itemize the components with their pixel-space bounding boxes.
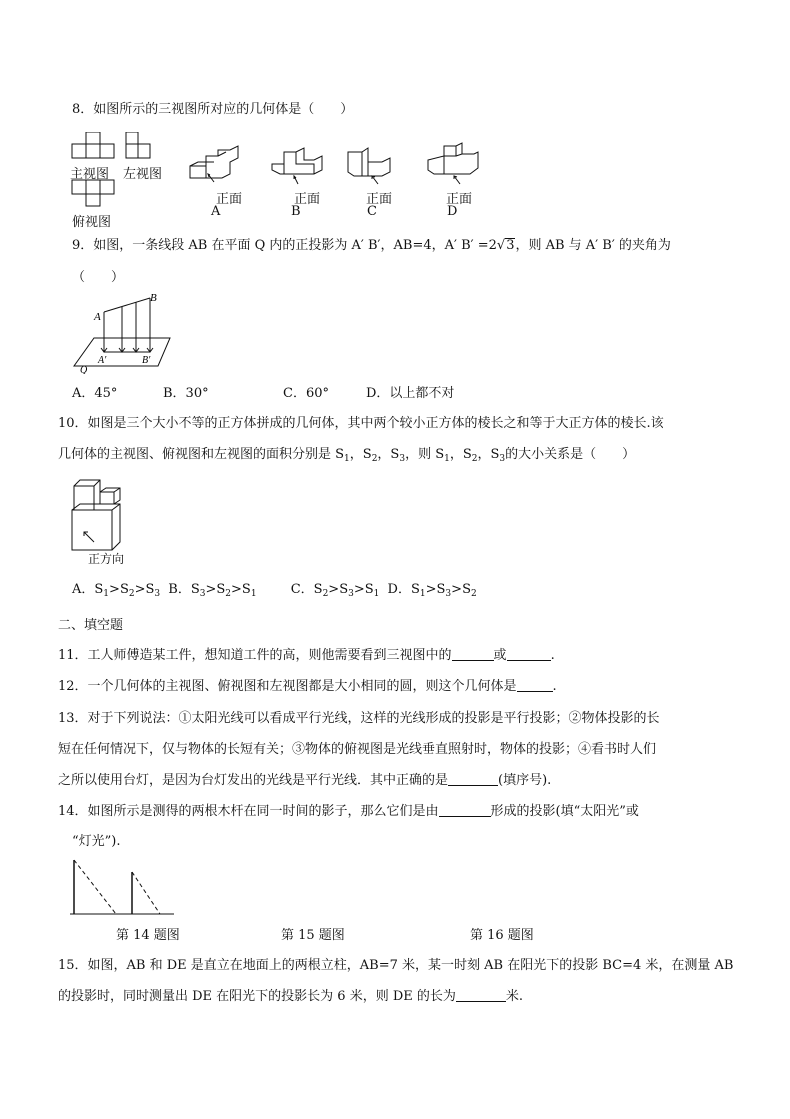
- q11-text-c: .: [550, 648, 555, 663]
- sub: 1: [103, 589, 110, 599]
- label-b: B: [150, 292, 157, 304]
- q9-sqrt-arg: 3: [506, 238, 515, 253]
- sub: 3: [348, 589, 354, 599]
- q9-option-c: C．60°: [283, 386, 329, 401]
- q9-option-a: A．45°: [72, 386, 118, 401]
- left-view-shape: [126, 132, 150, 158]
- q14-line1: [58, 802, 639, 822]
- s: S: [339, 582, 349, 597]
- q15-text-b: 米.: [505, 989, 524, 1004]
- q8-option-c-letter: C: [367, 204, 377, 219]
- label-q: Q: [80, 365, 88, 374]
- q8-option-d-figure: [424, 142, 484, 190]
- gt: >: [328, 582, 340, 597]
- q9-figure: [72, 290, 182, 374]
- q10-option-c-letter: C．: [290, 582, 314, 597]
- sub: 1: [419, 589, 426, 599]
- q10-text-g: 的大小关系是（ ）: [505, 447, 636, 462]
- q10-direction-label: 正方向: [88, 552, 125, 566]
- shadow-ray-1: [74, 860, 116, 914]
- q13-blank[interactable]: [448, 772, 498, 786]
- gt: >: [353, 582, 365, 597]
- q11-text-b: 或: [493, 648, 507, 663]
- caption-figure-15: 第 15 题图: [281, 928, 345, 943]
- q8-option-b-letter: B: [291, 204, 301, 219]
- q14-line2: “灯光”).: [72, 834, 121, 849]
- q15-line1: 15．如图，AB 和 DE 是直立在地面上的两根立柱，AB=7 米，某一时刻 AB 在阳光下的投影 BC=4 米，在测量 AB: [58, 958, 734, 973]
- small-cube: [100, 492, 114, 504]
- q8-option-d-face: 正面: [446, 192, 473, 207]
- s: S: [190, 582, 200, 597]
- sub: 2: [470, 589, 477, 599]
- q10-sub-5: 2: [471, 454, 478, 464]
- q9-paren: （ ）: [72, 270, 125, 285]
- q8-option-c-face: 正面: [366, 192, 393, 207]
- s: S: [436, 582, 446, 597]
- front-view-shape: [72, 132, 114, 158]
- s: S: [241, 582, 251, 597]
- q9-option-b: B．30°: [163, 386, 209, 401]
- s: S: [364, 582, 374, 597]
- s: S: [410, 582, 420, 597]
- sub: 1: [373, 589, 380, 599]
- q14-text-a: 14．如图所示是测得的两根木杆在同一时间的影子，那么它们是由: [58, 804, 439, 819]
- q10-option-d-letter: D．: [387, 582, 411, 597]
- label-a: A: [94, 311, 101, 323]
- gt: >: [451, 582, 463, 597]
- caption-figure-14: 第 14 题图: [116, 928, 180, 943]
- q10-text-f: ，S: [477, 447, 500, 462]
- sub: 3: [199, 589, 206, 599]
- q10-option-a-letter: A．: [72, 582, 95, 597]
- q9-stem-b: ，则 AB 与 A′ B′ 的夹角为: [515, 238, 671, 253]
- q13-text-b: (填序号).: [498, 773, 552, 788]
- sqrt-sign: √: [496, 238, 506, 253]
- s: S: [145, 582, 155, 597]
- q10-text-b: ，S: [349, 447, 372, 462]
- q10-text-d: ，则 S: [405, 447, 445, 462]
- sub: 2: [225, 589, 232, 599]
- q14-blank[interactable]: [439, 803, 491, 817]
- q8-option-a-face: 正面: [216, 192, 243, 207]
- gt: >: [425, 582, 437, 597]
- sub: 1: [250, 589, 257, 599]
- left-view-label: 左视图: [123, 167, 163, 182]
- sub: 3: [154, 589, 161, 599]
- segment-ab: [104, 298, 150, 312]
- q15-text-a: 的投影时，同时测量出 DE 在阳光下的投影长为 6 米，则 DE 的长为: [58, 989, 456, 1004]
- q12: [58, 677, 557, 697]
- q9-stem: [72, 236, 671, 256]
- sub: 2: [322, 589, 329, 599]
- q8-option-b-figure: [268, 142, 328, 190]
- label-b1: B′: [142, 355, 151, 366]
- q10-options: [72, 580, 477, 604]
- q10-text-e: ，S: [449, 447, 472, 462]
- q12-blank[interactable]: [517, 678, 553, 692]
- q15-line2: [58, 987, 523, 1007]
- top-view-label: 俯视图: [72, 215, 112, 230]
- section-heading-fill-in: 二、填空题: [58, 618, 124, 633]
- large-cube: [72, 510, 112, 550]
- caption-figure-16: 第 16 题图: [470, 928, 534, 943]
- q10-sub-6: 3: [499, 454, 506, 464]
- top-view-shape: [72, 180, 114, 206]
- q13-text-a: 之所以使用台灯，是因为台灯发出的光线是平行光线．其中正确的是: [58, 773, 449, 788]
- q9-option-d: D．以上都不对: [366, 386, 455, 401]
- q10-sub-3: 3: [399, 454, 406, 464]
- q10-text-c: ，S: [377, 447, 400, 462]
- q11-blank-1[interactable]: [452, 647, 494, 661]
- gt: >: [231, 582, 242, 597]
- q10-sub-2: 2: [371, 454, 378, 464]
- q8-option-d-letter: D: [447, 204, 458, 219]
- sub: 3: [445, 589, 452, 599]
- front-view-label: 主视图: [70, 167, 110, 182]
- q10-sub-1: 1: [344, 454, 350, 464]
- label-a1: A′: [98, 355, 107, 366]
- s: S: [462, 582, 471, 597]
- q8-option-a-letter: A: [211, 204, 221, 219]
- q8-option-a-figure: [186, 142, 246, 190]
- q9-stem-a: 9．如图，一条线段 AB 在平面 Q 内的正投影为 A′ B′，AB=4，A′ B′ =2: [72, 238, 497, 253]
- q8-stem: 8．如图所示的三视图所对应的几何体是（ ）: [72, 102, 354, 117]
- q15-blank[interactable]: [456, 988, 506, 1002]
- q12-text-a: 12．一个几何体的主视图、俯视图和左视图都是大小相同的圆，则这个几何体是: [58, 679, 517, 694]
- q10-sub-4: 1: [444, 454, 450, 464]
- q14-text-b: 形成的投影(填“太阳光”或: [490, 804, 639, 819]
- q10-line1: 10．如图是三个大小不等的正方体拼成的几何体，其中两个较小正方体的棱长之和等于大正方体的棱长.该: [58, 416, 664, 431]
- s: S: [119, 582, 129, 597]
- shadow-ray-2: [132, 872, 160, 914]
- q8-option-b-face: 正面: [294, 192, 321, 207]
- q12-text-b: .: [552, 679, 557, 694]
- q10-text-a: 几何体的主视图、俯视图和左视图的面积分别是 S: [58, 447, 345, 462]
- q11-blank-2[interactable]: [507, 647, 551, 661]
- gt: >: [205, 582, 217, 597]
- q11-text-a: 11．工人师傅造某工件，想知道工件的高，则他需要看到三视图中的: [58, 648, 452, 663]
- gt: >: [109, 582, 120, 597]
- s: S: [313, 582, 323, 597]
- gt: >: [134, 582, 146, 597]
- q14-figure: [70, 856, 180, 918]
- q13-line3: [58, 771, 551, 791]
- q10-option-b-letter: B．: [168, 582, 191, 597]
- sub: 2: [128, 589, 135, 599]
- q11: [58, 646, 555, 666]
- q13-line1: 13．对于下列说法：①太阳光线可以看成平行光线，这样的光线形成的投影是平行投影；②物体投影的长: [58, 711, 660, 726]
- q13-line2: 短在任何情况下，仅与物体的长短有关；③物体的俯视图是光线垂直照射时，物体的投影；④看书时人们: [58, 742, 657, 757]
- q10-line2: [58, 445, 635, 469]
- s: S: [94, 582, 104, 597]
- q8-option-c-figure: [344, 142, 404, 190]
- s: S: [216, 582, 226, 597]
